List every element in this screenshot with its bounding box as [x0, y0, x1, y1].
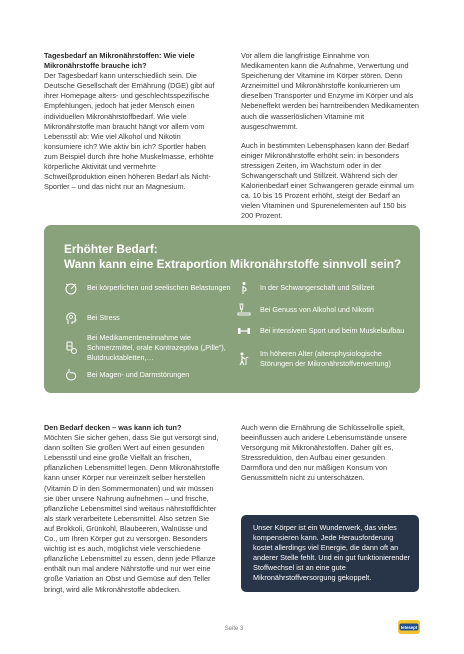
body-text: Möchten Sie sicher gehen, dass Sie gut versorgt sind, dann sollten Sie großen Wert auf einen gesunden Lebensstil und eine große Vielfalt an frischen, pflanzlichen Lebensmittel legen. Denn Mikronährstoffe kann unser Körper nur vereinzelt selber herstellen (Vitamin D in den Sommermonaten) und wir müssen sie über unsere Nahrung aufnehmen – und frische, pflanzliche Lebensmittel sind weitaus nährstoffdichter als stark verarbeitete Lebensmittel. Also setzen Sie auf Brokkoli, Grünkohl, Blaubeeren, Walnüsse und Co., um Ihren Körper gut zu versorgen. Besonders wichtig ist es auch, möglichst viele verschiedene pflanzliche Lebensmittel zu essen, denn jede Pflanze enthält nun mal andere Nährstoffe und nur wer eine große Variation an Obst und Gemüse auf den Teller bringt, wird alle Mikronährstoffe abdecken.	[44, 433, 220, 594]
elderly-icon	[237, 352, 251, 366]
list-item: Bei Stress	[64, 311, 237, 325]
section-heading: Tagesbedarf an Mikronährstoffen: Wie viele Mikronährstoffe brauche ich?	[44, 51, 195, 71]
list-item: Bei Genuss von Alkohol und Nikotin	[237, 303, 410, 317]
list-item: Bei intensivem Sport und beim Muskelaufbau	[237, 324, 410, 338]
body-text: Auch in bestimmten Lebensphasen kann der Bedarf einiger Mikronährstoffe erhöht sein: in besonders stressigen Zeiten, im Wachstum oder in der Schwangerschaft und Stillzeit. Während sich der Kalorienbedarf einer Schwangeren gerade einmal um ca. 10 bis 15 Prozent erhöht, steigt der Bedarf an vielen Vitaminen und Spurenelementen auf 150 bis 200 Prozent.	[241, 140, 414, 221]
medication-section	[241, 51, 419, 231]
box-title: Erhöhter Bedarf: Wann kann eine Extraportion Mikronährstoffe sinnvoll sein?	[64, 242, 402, 271]
intro-section	[44, 51, 220, 201]
quote-text: Unser Körper ist ein Wunderwerk, das vieles kompensieren kann. Jede Herausforderung kostet allerdings viel Energie, die dann oft an anderer Stelle fehlt. Und ein gut funktionierender Stoffwechsel ist an eine gute Mikronährstoffversorgung gekoppelt.	[253, 523, 410, 583]
increased-demand-box	[44, 225, 420, 393]
stress-gauge-icon	[64, 281, 78, 295]
logo-text: tetesept	[400, 625, 418, 630]
list-item: Bei körperlichen und seelischen Belastungen	[64, 281, 237, 295]
dumbbell-icon	[237, 324, 251, 338]
brand-logo	[398, 620, 420, 634]
list-item: Im höheren Alter (altersphysiologische Störungen der Mikronährstoffverwertung)	[237, 349, 410, 369]
list-item: Bei Medikamenteneinnahme wie Schmerzmittel, orale Kontrazeptiva („Pille"), Blutdrucktabletten,…	[64, 333, 237, 363]
body-text: Auch wenn die Ernährung die Schlüsselrolle spielt, beeinflussen auch andere Lebensumstände unsere Versorgung mit Mikronährstoffen. Daher gilt es, Stressreduktion, den Aufbau einer gesunden Darmflora und den nur mäßigen Konsum von Genussmitteln nicht zu unterschätzen.	[241, 423, 407, 483]
head-stress-icon	[64, 311, 78, 325]
pills-icon	[64, 341, 78, 355]
body-text: Vor allem die langfristige Einnahme von Medikamenten kann die Aufnahme, Verwertung und Speicherung der Vitamine im Körper stören. Denn Arzneimittel und Mikronährstoffe konkurrieren um dieselben Transporter und Enzyme im Körper und als Nebeneffekt werden bei harntreibenden Medikamenten auch die wasserlöslichen Vitamine mit ausgeschwemmt.	[241, 51, 419, 131]
lifestyle-section	[241, 423, 419, 493]
body-text: Der Tagesbedarf kann unterschiedlich sein. Die Deutsche Gesellschaft der Ernährung (DGE) gibt auf ihrer Homepage alters- und geschlechtsspezifische Empfehlungen, jedoch hat jeder Mensch einen individuellen Mikronährstoffbedarf. Wie viele Mikronährstoffe man braucht hängt vor allem vom Lebensstil ab: Wie viel Alkohol und Nikotin konsumiere ich? Wie aktiv bin ich? Sportler haben zum Beispiel durch ihre hohe Muskelmasse, erhöhte körperliche Aktivität und vermehrte Schweißproduktion einen höheren Bedarf als Nicht-Sportler – und das nicht nur an Magnesium.	[44, 71, 215, 192]
cigarette-glass-icon	[237, 303, 251, 317]
pregnancy-icon	[237, 281, 251, 295]
list-item: Bei Magen- und Darmstörungen	[64, 368, 237, 382]
quote-box	[241, 515, 419, 592]
stomach-icon	[64, 368, 78, 382]
coverage-section	[44, 423, 220, 604]
list-item: In der Schwangerschaft und Stillzeit	[237, 281, 410, 295]
page-number: Seite 3	[224, 626, 244, 632]
section-heading: Den Bedarf decken – was kann ich tun?	[44, 423, 182, 432]
